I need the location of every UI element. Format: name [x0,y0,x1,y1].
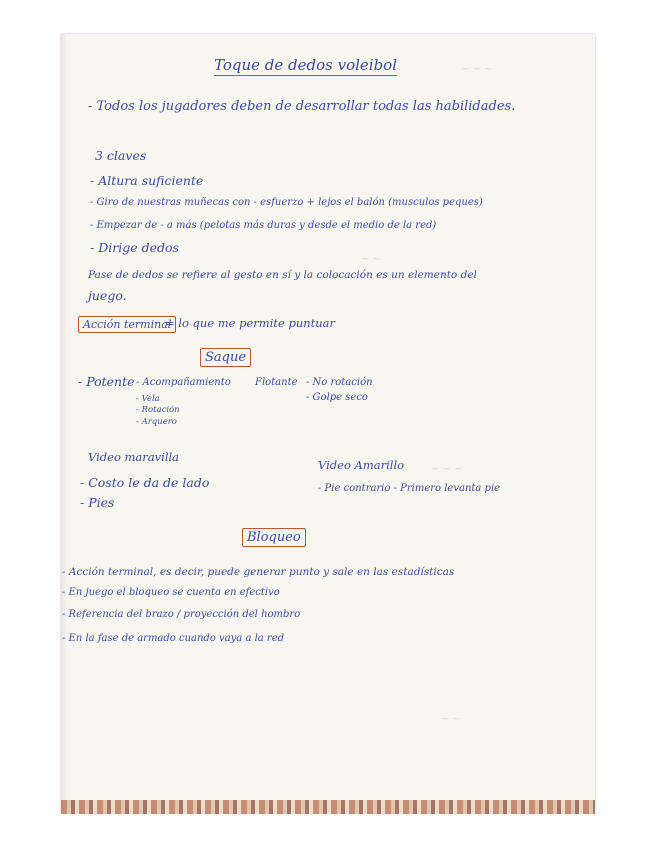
note-line: Flotante [255,377,298,388]
note-line: - Acción terminal, es decir, puede generar punto y sale en las estadísticas [62,566,455,578]
accion-terminal-definition: = lo que me permite puntuar [165,316,336,330]
note-line: - Acompañamiento [136,377,231,388]
note-line: Video maravilla [88,450,180,464]
note-line: juego. [88,288,127,303]
note-line: - Dirige dedos [90,240,179,255]
note-line: - Empezar de - a más (pelotas más duras y desde el medio de la red) [90,220,437,231]
note-line: Pase de dedos se refiere al gesto en sí y la colocación es un elemento del [88,269,477,281]
bleed-through-marks: ~ ~ [441,714,461,725]
note-line: - En juego el bloqueo se cuenta en efectivo [62,587,280,598]
page-title: Toque de dedos voleibol [214,56,398,74]
bleed-through-marks: ~ ~ ~ [461,64,493,75]
accion-terminal-label: Acción terminal [78,316,176,333]
note-line: - Golpe seco [306,392,368,403]
note-line: - Giro de nuestras muñecas con - esfuerzo + lejos el balón (musculos peques) [90,197,483,208]
note-line: - Todos los jugadores deben de desarrollar todas las habilidades. [88,99,516,114]
note-line: - Potente [78,374,135,389]
saque-heading: Saque [200,348,251,367]
background-rug [61,800,595,814]
note-line: - Altura suficiente [90,173,204,188]
note-line: - Costo le da de lado [80,475,210,490]
note-line: - Referencia del brazo / proyección del hombro [62,609,301,620]
bleed-through-marks: ~ ~ ~ [431,464,463,475]
note-line: - En la fase de armado cuando vaya a la red [62,633,285,644]
note-line: - Pie contrario - Primero levanta pie [318,483,501,494]
section-heading: 3 claves [95,148,147,163]
bleed-through-marks: ~ ~ [361,254,381,265]
note-line: - Rotación [136,405,180,415]
bloqueo-heading: Bloqueo [242,528,306,547]
note-line: - Pies [80,495,115,510]
note-line: - Arquero [136,417,177,427]
page-edge [61,34,67,812]
note-line: - Vela [136,394,160,404]
note-line: Video Amarillo [318,458,405,472]
note-line: - No rotación [306,377,373,388]
